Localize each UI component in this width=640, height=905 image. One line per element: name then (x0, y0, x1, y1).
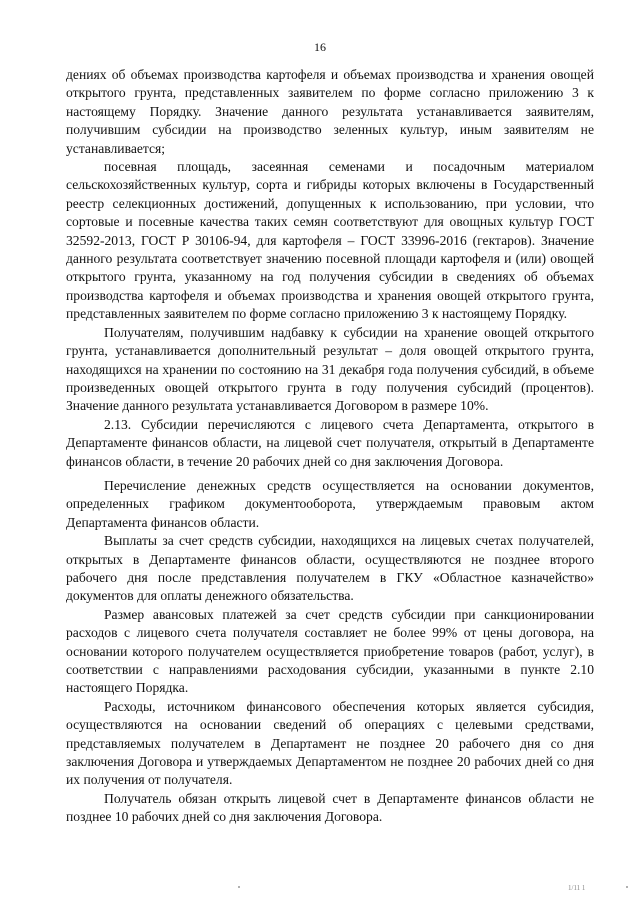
scan-dot (238, 886, 240, 888)
paragraph-payments: Выплаты за счет средств субсидии, находящихся на лицевых счетах получателей, открытых в Департаменте финансов области, осуществляются не позднее второго рабочего дня после представления получателем в ГКУ «Областное казначейство» документов для оплаты денежного обязательства. (66, 533, 594, 604)
paragraph-expenses: Расходы, источником финансового обеспечения которых является субсидия, осуществляются на основании сведений об операциях с целевыми средствами, представляемых получателем в Департамент не позднее 20 рабочего дня со дня заключения Договора и утверждаемых Департаментом не позднее 20 рабочих дней со дня их получения от получателя. (66, 698, 594, 788)
paragraph-continuation: дениях об объемах производства картофеля и объемах производства и хранения овощей открытого грунта, представленных заявителем по форме согласно приложению 3 к настоящему Порядку. Значение данного результата устанавливается заявителям, получившим субсидии на производство зеленных культур, иным заявителям не устанавливается; (66, 67, 594, 156)
paragraph-storage-result: Получателям, получившим надбавку к субсидии на хранение овощей открытого грунта, устанавливается дополнительный результат – доля овощей открытого грунта, находящихся на хранении по состоянию на 31 декабря года получения субсидий, в объеме произведенных овощей открытого грунта в году получения субсидий (процентов). Значение данного результата устанавливается Договором в размере 10%. (66, 324, 594, 414)
paragraph-advance-payments: Размер авансовых платежей за счет средств субсидии при санкционировании расходов с лицевого счета получателя составляет не более 99% от цены договора, на основании которого получателем осуществляется приобретение товаров (работ, услуг), в соответствии с направлениями расходования субсидии, указанными в пункте 2.10 настоящего Порядка. (66, 606, 594, 696)
paragraph-2-13: 2.13. Субсидии перечисляются с лицевого счета Департамента, открытого в Департаменте финансов области, на лицевой счет получателя, открытый в Департаменте финансов области, в течение 20 рабочих дней со дня заключения Договора. (66, 416, 594, 469)
scan-dot (626, 886, 628, 888)
paragraph-sown-area: посевная площадь, засеянная семенами и посадочным материалом сельскохозяйственных культур, сорта и гибриды которых включены в Государственный реестр селекционных достижений, допущенных к использованию, при условии, что сортовые и посевные качества таких семян соответствуют для овощных культур ГОСТ 32592-2013, ГОСТ Р 30106-94, для картофеля – ГОСТ 33996-2016 (гектаров). Значение данного результата соответствует значению посевной площади картофеля и (или) овощей открытого грунта, указанному на год получения субсидии в сведениях об объемах производства картофеля и объемах производства и хранения овощей открытого грунта, представленных заявителем по форме согласно приложению 3 к настоящему Порядку. (66, 159, 594, 322)
paragraph-account-opening: Получатель обязан открыть лицевой счет в Департаменте финансов области не позднее 10 рабочих дней со дня заключения Договора. (66, 790, 594, 825)
paragraph-transfer-basis: Перечисление денежных средств осуществляется на основании документов, определенных графиком документооборота, утверждаемым правовым актом Департамента финансов области. (66, 477, 594, 530)
footer-mark: 1/11 1 (568, 884, 586, 892)
page-number: 16 (314, 40, 326, 54)
document-body (66, 66, 594, 827)
